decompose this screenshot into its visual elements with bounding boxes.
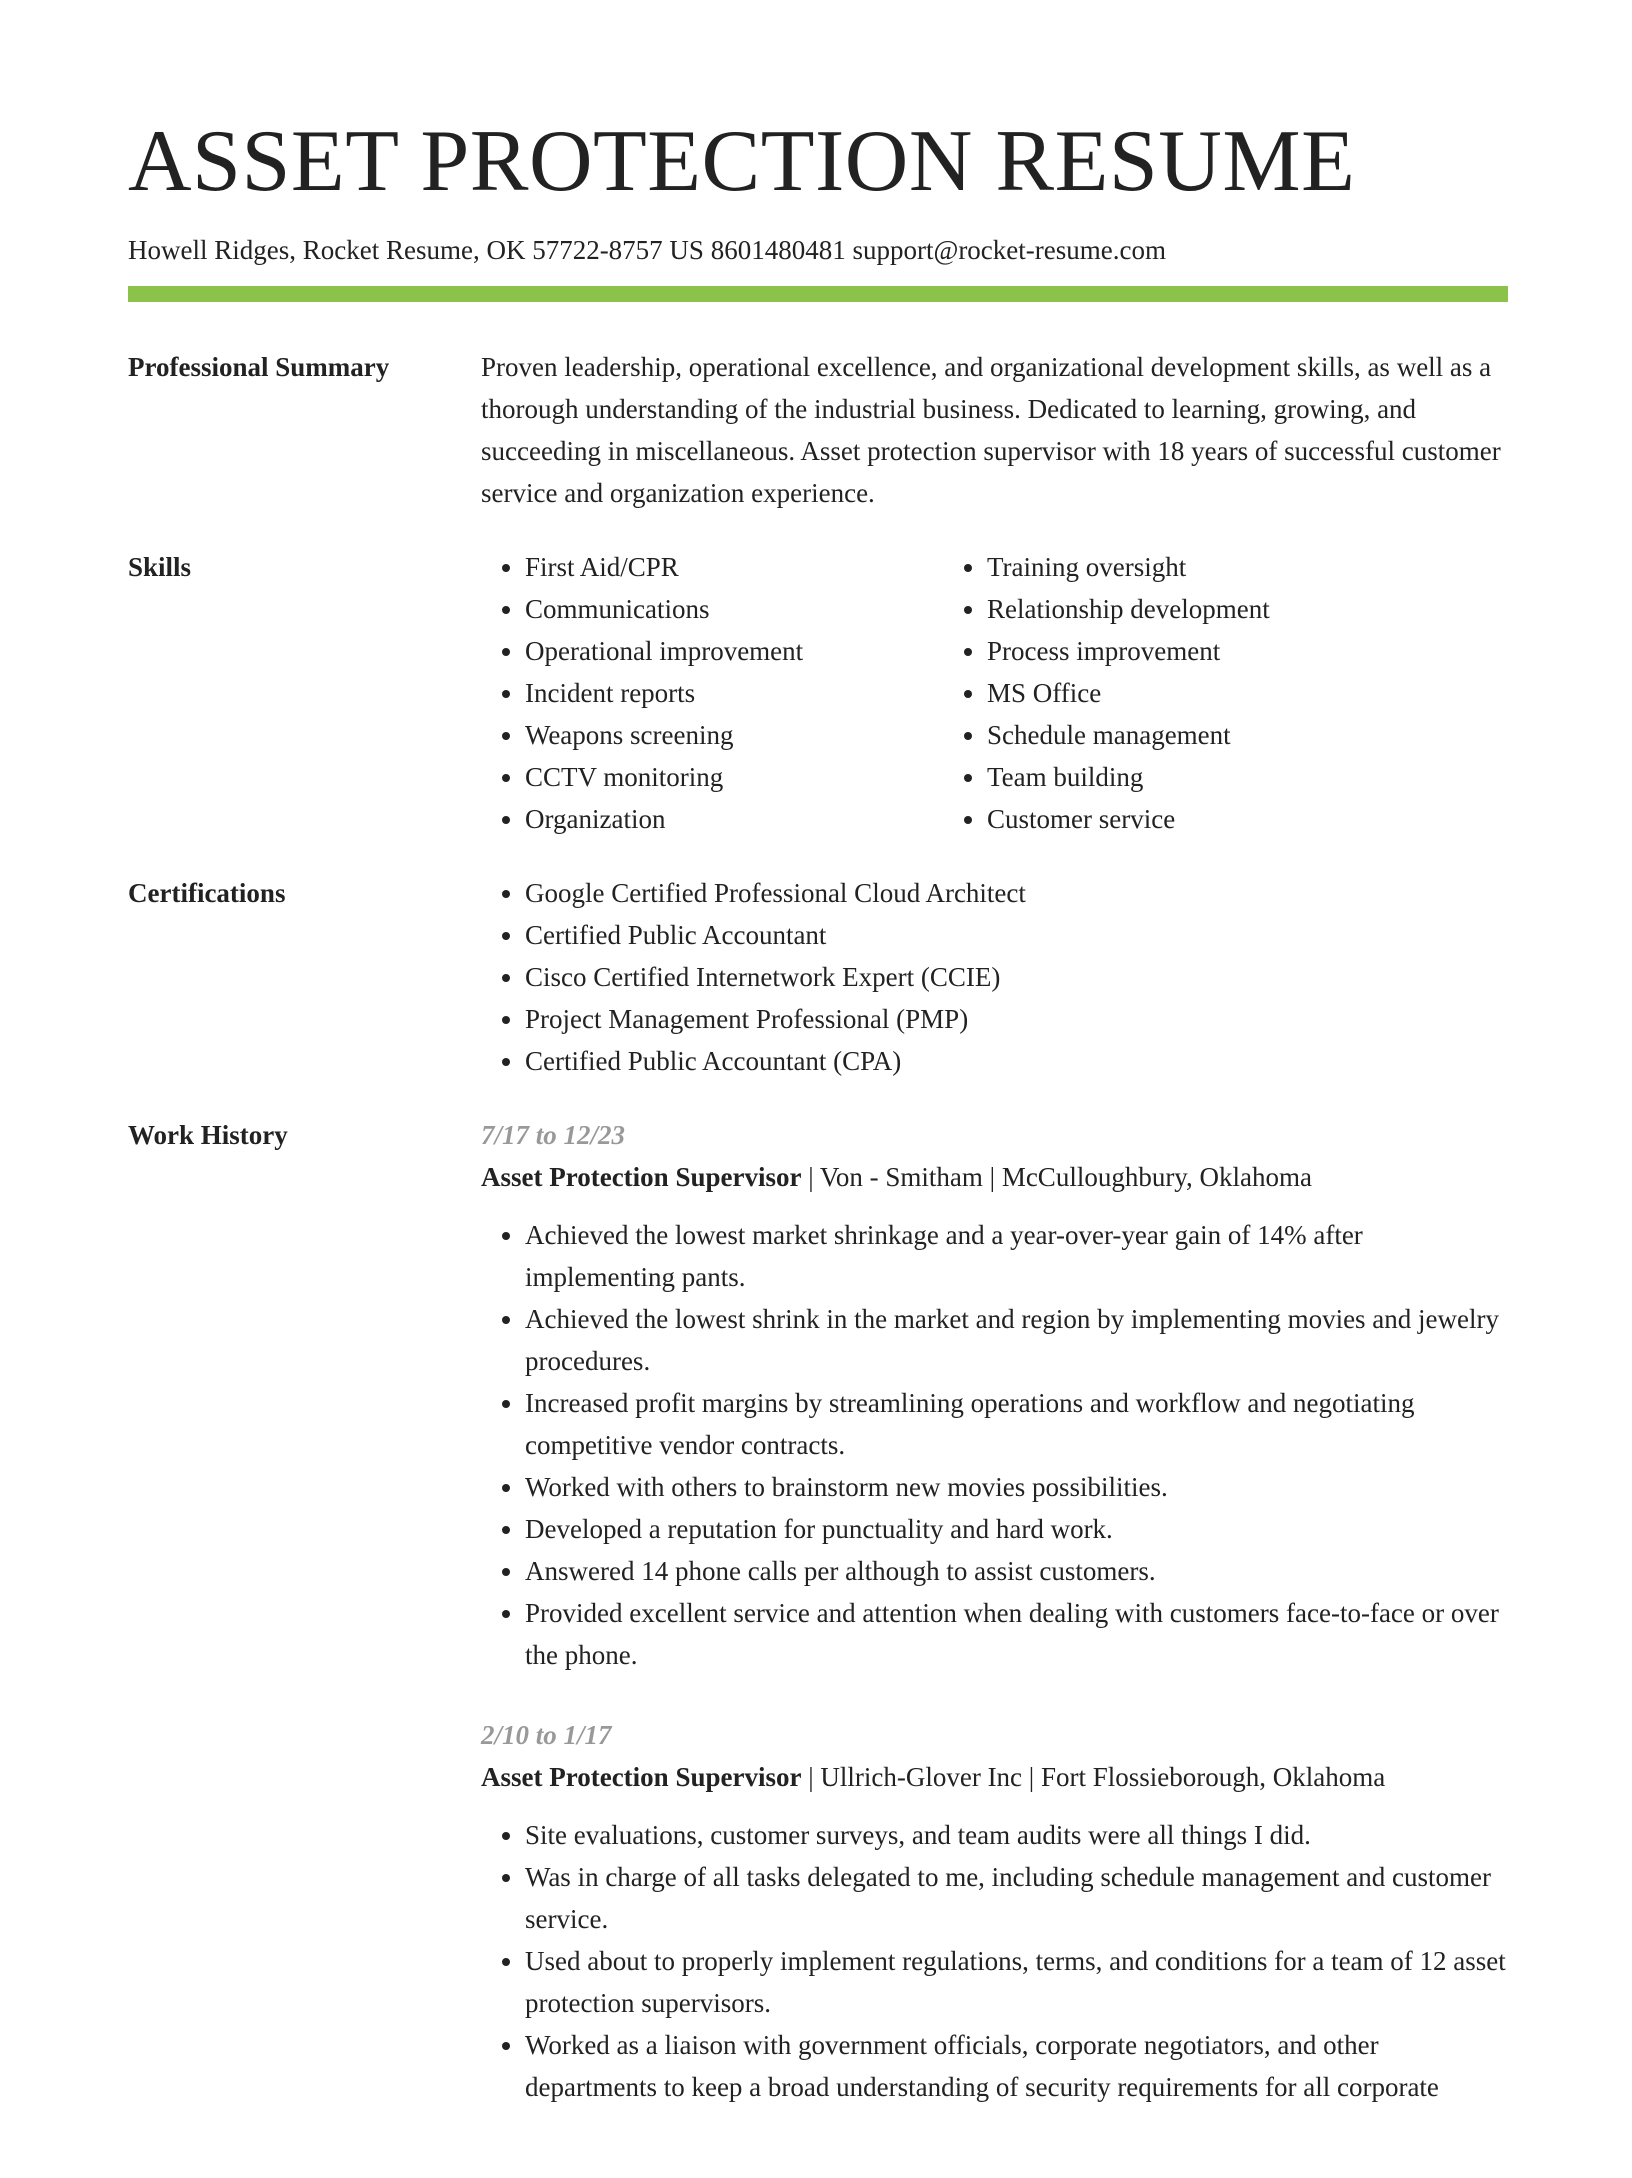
section-label-certifications: Certifications bbox=[128, 878, 286, 908]
skill-item: • Communications bbox=[525, 588, 943, 630]
job-entry bbox=[481, 1114, 1508, 1676]
skill-item: • MS Office bbox=[987, 672, 1405, 714]
contact-line bbox=[128, 233, 1166, 267]
skill-item: • First Aid/CPR bbox=[525, 546, 943, 588]
job-location: Fort Flossieborough, Oklahoma bbox=[1040, 1762, 1386, 1792]
job-separator: | bbox=[989, 1162, 1002, 1192]
certification-item: • Certified Public Accountant (CPA) bbox=[525, 1040, 1508, 1082]
certifications-list bbox=[481, 872, 1508, 1082]
skills-body bbox=[481, 546, 1508, 840]
certification-item: • Google Certified Professional Cloud Architect bbox=[525, 872, 1508, 914]
certifications-body bbox=[481, 872, 1508, 1082]
certification-item: • Certified Public Accountant bbox=[525, 914, 1508, 956]
skill-item: • Training oversight bbox=[987, 546, 1405, 588]
job-bullet: • Developed a reputation for punctuality and hard work. bbox=[525, 1508, 1508, 1550]
skill-item: • Organization bbox=[525, 798, 943, 840]
job-heading bbox=[481, 1156, 1508, 1198]
job-bullets bbox=[481, 1214, 1508, 1676]
summary-body bbox=[481, 346, 1508, 514]
job-location: McCulloughbury, Oklahoma bbox=[1001, 1162, 1313, 1192]
job-bullets bbox=[481, 1814, 1508, 2108]
job-bullet: • Worked with others to brainstorm new movies possibilities. bbox=[525, 1466, 1508, 1508]
summary-section bbox=[128, 346, 1508, 514]
job-bullet: • Achieved the lowest market shrinkage and a year-over-year gain of 14% after implementing pants. bbox=[525, 1214, 1508, 1298]
resume-title: ASSET PROTECTION RESUME bbox=[128, 113, 1356, 210]
job-dates: 2/10 to 1/17 bbox=[481, 1720, 612, 1750]
contact-address: Howell Ridges, Rocket Resume, OK 57722-8757 US bbox=[128, 235, 704, 265]
accent-divider bbox=[128, 286, 1508, 302]
job-bullet: • Achieved the lowest shrink in the market and region by implementing movies and jewelry procedures. bbox=[525, 1298, 1508, 1382]
job-separator: | bbox=[808, 1162, 820, 1192]
job-bullet: • Worked as a liaison with government officials, corporate negotiators, and other departments to keep a broad understanding of security requirements for all corporate bbox=[525, 2024, 1508, 2108]
job-dates: 7/17 to 12/23 bbox=[481, 1120, 626, 1150]
skill-item: • Relationship development bbox=[987, 588, 1405, 630]
job-bullet: • Site evaluations, customer surveys, and team audits were all things I did. bbox=[525, 1814, 1508, 1856]
job-bullet: • Answered 14 phone calls per although to assist customers. bbox=[525, 1550, 1508, 1592]
job-bullet: • Increased profit margins by streamlining operations and workflow and negotiating competitive vendor contracts. bbox=[525, 1382, 1508, 1466]
certifications-section bbox=[128, 872, 1508, 1082]
skills-section bbox=[128, 546, 1508, 840]
skills-list-left bbox=[481, 546, 943, 840]
job-company: Ullrich-Glover Inc bbox=[820, 1762, 1023, 1792]
skill-item: • Customer service bbox=[987, 798, 1405, 840]
skill-item: • Process improvement bbox=[987, 630, 1405, 672]
skills-list-right bbox=[943, 546, 1405, 840]
job-title: Asset Protection Supervisor bbox=[481, 1762, 802, 1792]
certification-item: • Project Management Professional (PMP) bbox=[525, 998, 1508, 1040]
section-label-work-history: Work History bbox=[128, 1120, 288, 1150]
skill-item: • Weapons screening bbox=[525, 714, 943, 756]
job-bullet: • Was in charge of all tasks delegated to me, including schedule management and customer service. bbox=[525, 1856, 1508, 1940]
skill-item: • Incident reports bbox=[525, 672, 943, 714]
job-title: Asset Protection Supervisor bbox=[481, 1162, 802, 1192]
skill-item: • Schedule management bbox=[987, 714, 1405, 756]
resume-content bbox=[128, 346, 1508, 2178]
certification-item: • Cisco Certified Internetwork Expert (CCIE) bbox=[525, 956, 1508, 998]
work-history-section bbox=[128, 1114, 1508, 2146]
section-label-summary: Professional Summary bbox=[128, 352, 390, 382]
summary-text: Proven leadership, operational excellence, and organizational development skills, as well as a thorough understanding of the industrial business. Dedicated to learning, growing, and succeeding in miscellaneous. Asset protection supervisor with 18 years of successful customer service and organization experience. bbox=[481, 352, 1501, 508]
work-history-body bbox=[481, 1114, 1508, 2146]
job-bullet: • Used about to properly implement regulations, terms, and conditions for a team of 12 asset protection supervisors. bbox=[525, 1940, 1508, 2024]
section-label-skills: Skills bbox=[128, 552, 192, 582]
skill-item: • Team building bbox=[987, 756, 1405, 798]
job-entry bbox=[481, 1714, 1508, 2108]
job-separator: | bbox=[1028, 1762, 1041, 1792]
skill-item: • CCTV monitoring bbox=[525, 756, 943, 798]
job-company: Von - Smitham bbox=[819, 1162, 983, 1192]
job-heading bbox=[481, 1756, 1508, 1798]
skill-item: • Operational improvement bbox=[525, 630, 943, 672]
skills-grid bbox=[481, 546, 1508, 840]
contact-phone: 8601480481 bbox=[710, 235, 846, 265]
contact-email: support@rocket-resume.com bbox=[852, 235, 1166, 265]
job-bullet: • Provided excellent service and attention when dealing with customers face-to-face or over the phone. bbox=[525, 1592, 1508, 1676]
job-separator: | bbox=[808, 1762, 821, 1792]
